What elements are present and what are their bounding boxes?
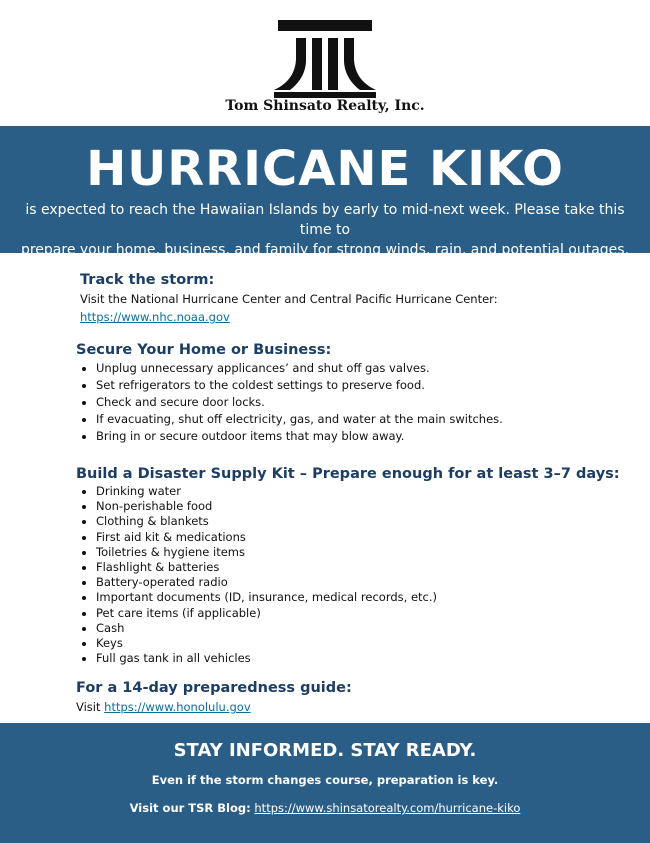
footer-subtitle: Even if the storm changes course, preparation is key. [151,773,499,787]
secure-section [76,340,636,445]
footer-banner [0,723,650,843]
list-item: First aid kit & medications [96,530,636,545]
list-item: Pet care items (if applicable) [96,606,636,621]
list-item: Unplug unnecessary applicances’ and shut off gas valves. [96,360,636,377]
list-item: Toiletries & hygiene items [96,545,636,560]
kit-heading: Build a Disaster Supply Kit – Prepare enough for at least 3–7 days: [76,466,620,482]
list-item: Bring in or secure outdoor items that may blow away. [96,428,636,445]
kit-list [76,484,636,666]
banner-subtitle [8,200,642,260]
list-item: Clothing & blankets [96,514,636,529]
list-item: Set refrigerators to the coldest settings to preserve food. [96,377,636,394]
guide-heading: For a 14-day preparedness guide: [76,680,352,697]
footer-blog-line [0,799,650,817]
list-item: Keys [96,636,636,651]
list-item: Full gas tank in all vehicles [96,651,636,666]
banner-subtitle-line-2: prepare your home, business, and family for strong winds, rain, and potential outages. [20,242,630,258]
track-heading: Track the storm: [80,272,215,288]
secure-heading: Secure Your Home or Business: [76,342,332,358]
logo-header [0,0,650,126]
footer-title: STAY INFORMED. STAY READY. [173,740,477,761]
kit-section [76,464,636,666]
guide-prefix: Visit [76,700,101,715]
list-item: Flashlight & batteries [96,560,636,575]
tsr-monogram-logo-icon [272,20,378,98]
list-item: Important documents (ID, insurance, medical records, etc.) [96,590,636,605]
honolulu-link[interactable]: https://www.honolulu.gov [104,700,251,715]
main-content [76,270,636,716]
company-name: Tom Shinsato Realty, Inc. [225,98,425,114]
page-title: HURRICANE KIKO [86,141,564,197]
track-section [80,270,636,326]
list-item: Drinking water [96,484,636,499]
guide-section [76,678,636,716]
nhc-link[interactable]: https://www.nhc.noaa.gov [80,310,230,324]
list-item: Check and secure door locks. [96,394,636,411]
list-item: If evacuating, shut off electricity, gas, and water at the main switches. [96,411,636,428]
track-text: Visit the National Hurricane Center and Central Pacific Hurricane Center: [80,292,498,306]
blog-label: Visit our TSR Blog: [129,801,251,815]
secure-list [76,360,636,445]
banner-subtitle-line-1: is expected to reach the Hawaiian Islands by early to mid-next week. Please take this time to [25,202,625,238]
list-item: Cash [96,621,636,636]
list-item: Battery-operated radio [96,575,636,590]
hero-banner [0,126,650,258]
blog-link[interactable]: https://www.shinsatorealty.com/hurricane-kiko [254,801,521,815]
list-item: Non-perishable food [96,499,636,514]
guide-text [76,698,636,716]
